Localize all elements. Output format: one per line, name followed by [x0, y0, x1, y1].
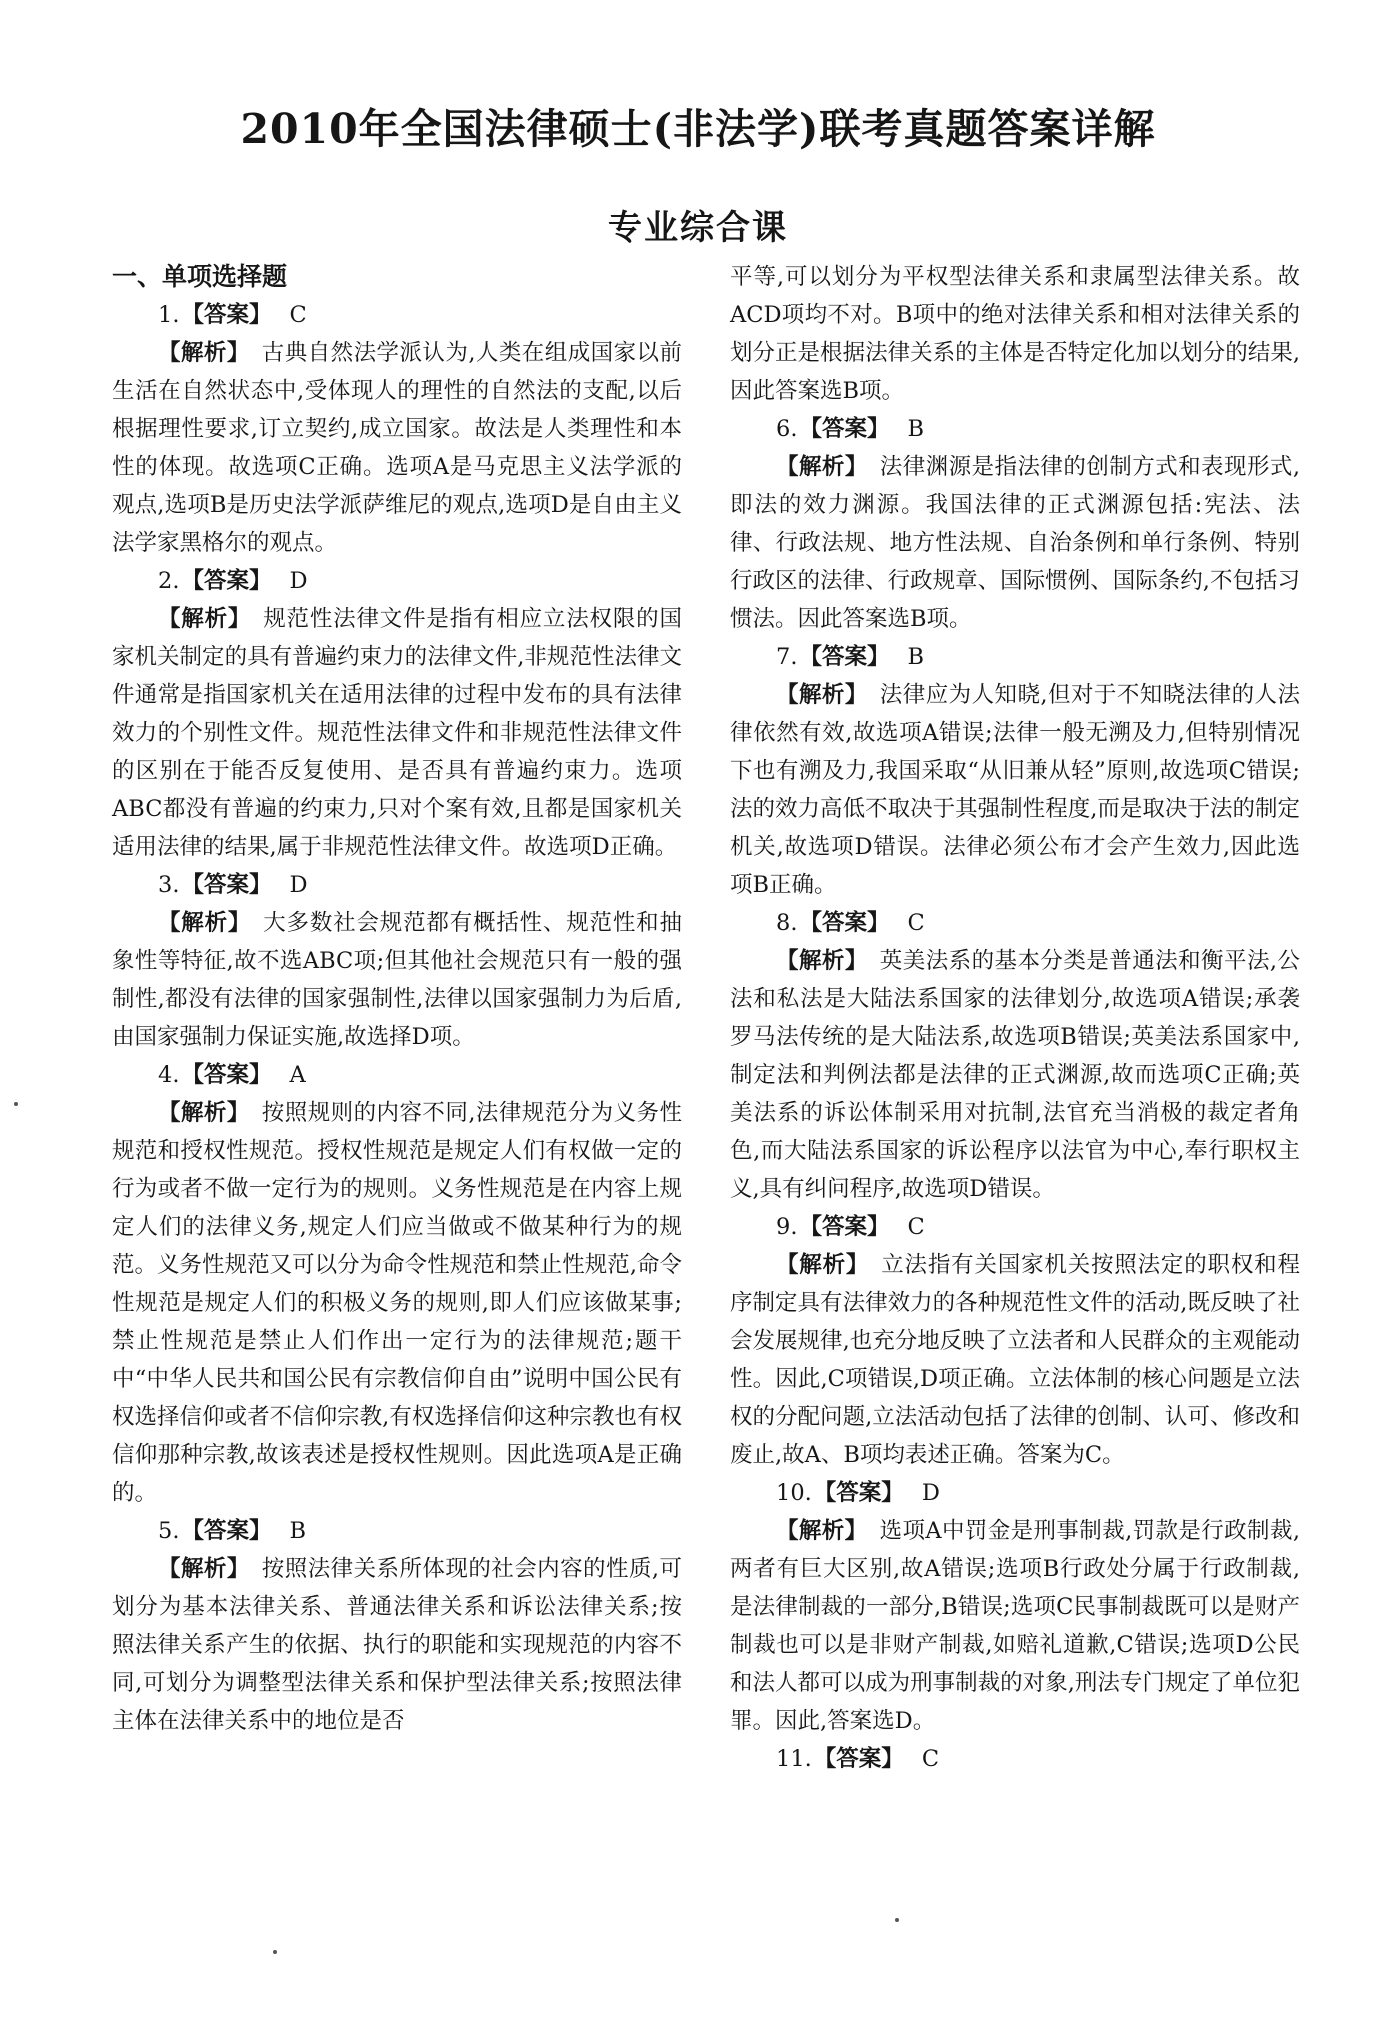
answer-value: C [907, 1214, 925, 1240]
question-number: 11. [776, 1746, 812, 1772]
question-number: 2. [158, 568, 180, 594]
analysis-paragraph [112, 334, 682, 562]
analysis-text: 古典自然法学派认为,人类在组成国家以前生活在自然状态中,受体现人的理性的自然法的支配,以后根据理性要求,订立契约,成立国家。故法是人类理性和本性的体现。故选项C正确。选项A是马克思主义法学派的观点,选项B是历史法学派萨维尼的观点,选项D是自由主义法学家黑格尔的观点。 [112, 340, 682, 556]
analysis-text: 立法指有关国家机关按照法定的职权和程序制定具有法律效力的各种规范性文件的活动,既反映了社会发展规律,也充分地反映了立法者和人民群众的主观能动性。因此,C项错误,D项正确。立法体制的核心问题是立法权的分配问题,立法活动包括了法律的创制、认可、修改和废止,故A、B项均表述正确。答案为C。 [730, 1252, 1300, 1468]
answer-line [112, 296, 682, 334]
analysis-text: 选项A中罚金是刑事制裁,罚款是行政制裁,两者有巨大区别,故A错误;选项B行政处分属于行政制裁,是法律制裁的一部分,B错误;选项C民事制裁既可以是财产制裁也可以是非财产制裁,如赔礼道歉,C错误;选项D公民和法人都可以成为刑事制裁的对象,刑法专门规定了单位犯罪。因此,答案选D。 [730, 1518, 1300, 1734]
scan-speck [14, 1102, 18, 1106]
answer-tag: 【答案】 [813, 1480, 904, 1506]
analysis-tag: 【解析】 [158, 1100, 250, 1126]
scan-speck [273, 1950, 277, 1954]
analysis-tag: 【解析】 [776, 1252, 870, 1278]
answer-tag: 【答案】 [181, 302, 272, 328]
answer-value: C [921, 1746, 940, 1772]
answer-tag: 【答案】 [181, 1518, 272, 1544]
right-question-list [730, 410, 1300, 1778]
answer-tag: 【答案】 [181, 568, 272, 594]
question-number: 8. [776, 910, 798, 936]
scan-speck [895, 1918, 899, 1922]
answer-line [112, 1056, 682, 1094]
question-number: 4. [158, 1062, 180, 1088]
analysis-tag: 【解析】 [776, 682, 868, 708]
answer-value: B [289, 1518, 307, 1544]
answer-value: A [289, 1062, 306, 1088]
answer-tag: 【答案】 [799, 416, 890, 442]
answer-tag: 【答案】 [181, 872, 272, 898]
analysis-tag: 【解析】 [776, 454, 868, 480]
answer-line [112, 866, 682, 904]
section-heading: 一、单项选择题 [112, 262, 288, 291]
answer-value: B [907, 644, 925, 670]
answer-line [730, 1208, 1300, 1246]
analysis-paragraph [730, 676, 1300, 904]
analysis-continuation: 平等,可以划分为平权型法律关系和隶属型法律关系。故ACD项均不对。B项中的绝对法律关系和相对法律关系的划分正是根据法律关系的主体是否特定化加以划分的结果,因此答案选B项。 [730, 264, 1300, 404]
left-question-list [112, 296, 682, 1740]
analysis-tag: 【解析】 [776, 948, 868, 974]
question-number: 9. [776, 1214, 798, 1240]
answer-tag: 【答案】 [799, 644, 890, 670]
analysis-paragraph [112, 1550, 682, 1740]
answer-value: D [921, 1480, 940, 1506]
question-number: 1. [158, 302, 180, 328]
answer-line [730, 410, 1300, 448]
answer-value: D [289, 872, 308, 898]
question-number: 6. [776, 416, 798, 442]
analysis-paragraph [730, 942, 1300, 1208]
answer-value: D [289, 568, 308, 594]
analysis-text: 规范性法律文件是指有相应立法权限的国家机关制定的具有普遍约束力的法律文件,非规范性法律文件通常是指国家机关在适用法律的过程中发布的具有法律效力的个别性文件。规范性法律文件和非规范性法律文件的区别在于能否反复使用、是否具有普遍约束力。选项ABC都没有普遍的约束力,只对个案有效,且都是国家机关适用法律的结果,属于非规范性法律文件。故选项D正确。 [112, 606, 682, 860]
analysis-text: 英美法系的基本分类是普通法和衡平法,公法和私法是大陆法系国家的法律划分,故选项A错误;承袭罗马法传统的是大陆法系,故选项B错误;英美法系国家中,制定法和判例法都是法律的正式渊源,故而选项C正确;英美法系的诉讼体制采用对抗制,法官充当消极的裁定者角色,而大陆法系国家的诉讼程序以法官为中心,奉行职权主义,具有纠问程序,故选项D错误。 [730, 948, 1300, 1202]
question-number: 3. [158, 872, 180, 898]
analysis-paragraph [112, 1094, 682, 1512]
analysis-paragraph [730, 448, 1300, 638]
analysis-paragraph [112, 600, 682, 866]
analysis-tag: 【解析】 [158, 1556, 250, 1582]
page-title: 2010年全国法律硕士(非法学)联考真题答案详解 [240, 105, 1156, 153]
question-number: 10. [776, 1480, 812, 1506]
analysis-tag: 【解析】 [776, 1518, 868, 1544]
analysis-tag: 【解析】 [158, 910, 252, 936]
answer-tag: 【答案】 [799, 910, 890, 936]
answer-value: C [907, 910, 925, 936]
analysis-paragraph [730, 1246, 1300, 1474]
answer-tag: 【答案】 [813, 1746, 904, 1772]
question-number: 7. [776, 644, 798, 670]
analysis-tag: 【解析】 [158, 340, 250, 366]
analysis-text: 按照法律关系所体现的社会内容的性质,可划分为基本法律关系、普通法律关系和诉讼法律关系;按照法律关系产生的依据、执行的职能和实现规范的内容不同,可划分为调整型法律关系和保护型法律关系;按照法律主体在法律关系中的地位是否 [112, 1556, 682, 1734]
page-subtitle: 专业综合课 [608, 208, 788, 248]
answer-value: B [907, 416, 925, 442]
question-number: 5. [158, 1518, 180, 1544]
answer-value: C [289, 302, 307, 328]
analysis-text: 法律应为人知晓,但对于不知晓法律的人法律依然有效,故选项A错误;法律一般无溯及力,但特别情况下也有溯及力,我国采取“从旧兼从轻”原则,故选项C错误;法的效力高低不取决于其强制性程度,而是取决于法的制定机关,故选项D错误。法律必须公布才会产生效力,因此选项B正确。 [730, 682, 1300, 898]
left-column [112, 258, 682, 1740]
answer-tag: 【答案】 [799, 1214, 890, 1240]
analysis-text: 法律渊源是指法律的创制方式和表现形式,即法的效力渊源。我国法律的正式渊源包括:宪法、法律、行政法规、地方性法规、自治条例和单行条例、特别行政区的法律、行政规章、国际惯例、国际条约,不包括习惯法。因此答案选B项。 [730, 454, 1300, 632]
answer-line [112, 562, 682, 600]
answer-line [730, 638, 1300, 676]
answer-tag: 【答案】 [181, 1062, 272, 1088]
analysis-paragraph [730, 1512, 1300, 1740]
analysis-text: 按照规则的内容不同,法律规范分为义务性规范和授权性规范。授权性规范是规定人们有权做一定的行为或者不做一定行为的规则。义务性规范是在内容上规定人们的法律义务,规定人们应当做或不做某种行为的规范。义务性规范又可以分为命令性规范和禁止性规范,命令性规范是规定人们的积极义务的规则,即人们应该做某事;禁止性规范是禁止人们作出一定行为的法律规范;题干中“中华人民共和国公民有宗教信仰自由”说明中国公民有权选择信仰或者不信仰宗教,有权选择信仰这种宗教也有权信仰那种宗教,故该表述是授权性规则。因此选项A是正确的。 [112, 1100, 682, 1506]
right-column [730, 258, 1300, 1778]
analysis-tag: 【解析】 [158, 606, 252, 632]
answer-line [730, 904, 1300, 942]
analysis-text: 大多数社会规范都有概括性、规范性和抽象性等特征,故不选ABC项;但其他社会规范只有一般的强制性,都没有法律的国家强制性,法律以国家强制力为后盾,由国家强制力保证实施,故选择D项。 [112, 910, 682, 1050]
answer-line [112, 1512, 682, 1550]
analysis-paragraph [112, 904, 682, 1056]
answer-line [730, 1740, 1300, 1778]
answer-line [730, 1474, 1300, 1512]
